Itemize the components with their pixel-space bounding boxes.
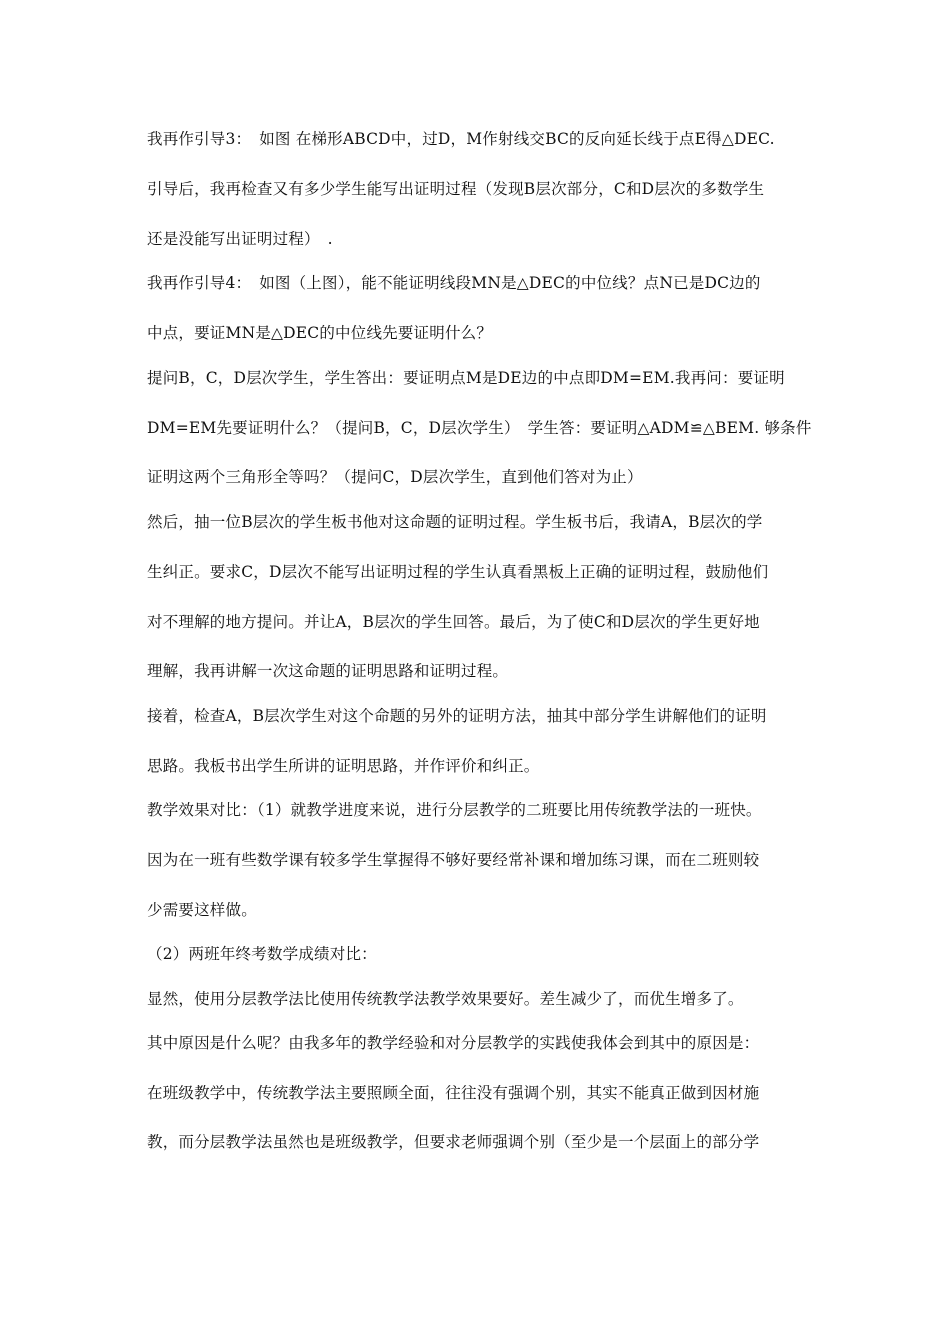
text-line: 我再作引导3： 如图 在梯形ABCD中，过D，M作射线交BC的反向延长线于点E得△DEC. (147, 130, 775, 148)
text-line: 显然，使用分层教学法比使用传统教学法教学效果要好。差生减少了，而优生增多了。 (147, 990, 744, 1008)
text-line: 在班级教学中，传统教学法主要照顾全面，往往没有强调个别，其实不能真正做到因材施 (147, 1084, 760, 1102)
text-line: （2）两班年终考数学成绩对比： (147, 945, 377, 963)
text-line: 然后，抽一位B层次的学生板书他对这命题的证明过程。学生板书后，我请A，B层次的学 (147, 513, 763, 531)
text-line: 引导后，我再检查又有多少学生能写出证明过程（发现B层次部分，C和D层次的多数学生 (147, 180, 765, 198)
text-line: 其中原因是什么呢？由我多年的教学经验和对分层教学的实践使我体会到其中的原因是： (147, 1034, 760, 1052)
text-line: 还是没能写出证明过程） . (147, 230, 333, 248)
text-line: 对不理解的地方提问。并让A，B层次的学生回答。最后，为了使C和D层次的学生更好地 (147, 613, 760, 631)
text-line: 教学效果对比：（1）就教学进度来说，进行分层教学的二班要比用传统教学法的一班快。 (147, 801, 762, 819)
text-line: 生纠正。要求C，D层次不能写出证明过程的学生认真看黑板上正确的证明过程，鼓励他们 (147, 563, 769, 581)
text-line: 证明这两个三角形全等吗？（提问C，D层次学生，直到他们答对为止） (147, 468, 643, 486)
text-line: 理解，我再讲解一次这命题的证明思路和证明过程。 (147, 662, 509, 680)
text-line: 思路。我板书出学生所讲的证明思路，并作评价和纠正。 (147, 757, 540, 775)
text-line: 少需要这样做。 (147, 901, 257, 919)
text-line: DM=EM先要证明什么？（提问B，C，D层次学生） 学生答：要证明△ADM≌△BEM. 够条件 (147, 419, 812, 437)
text-line: 提问B，C，D层次学生，学生答出：要证明点M是DE边的中点即DM=EM.我再问：要证明 (147, 369, 785, 387)
text-line: 教，而分层教学法虽然也是班级教学，但要求老师强调个别（至少是一个层面上的部分学 (147, 1133, 760, 1151)
text-line: 接着，检查A，B层次学生对这个命题的另外的证明方法，抽其中部分学生讲解他们的证明 (147, 707, 767, 725)
text-line: 因为在一班有些数学课有较多学生掌握得不够好要经常补课和增加练习课，而在二班则较 (147, 851, 760, 869)
text-line: 我再作引导4： 如图（上图），能不能证明线段MN是△DEC的中位线？点N已是DC边的 (147, 274, 761, 292)
text-line: 中点，要证MN是△DEC的中位线先要证明什么？ (147, 324, 493, 342)
